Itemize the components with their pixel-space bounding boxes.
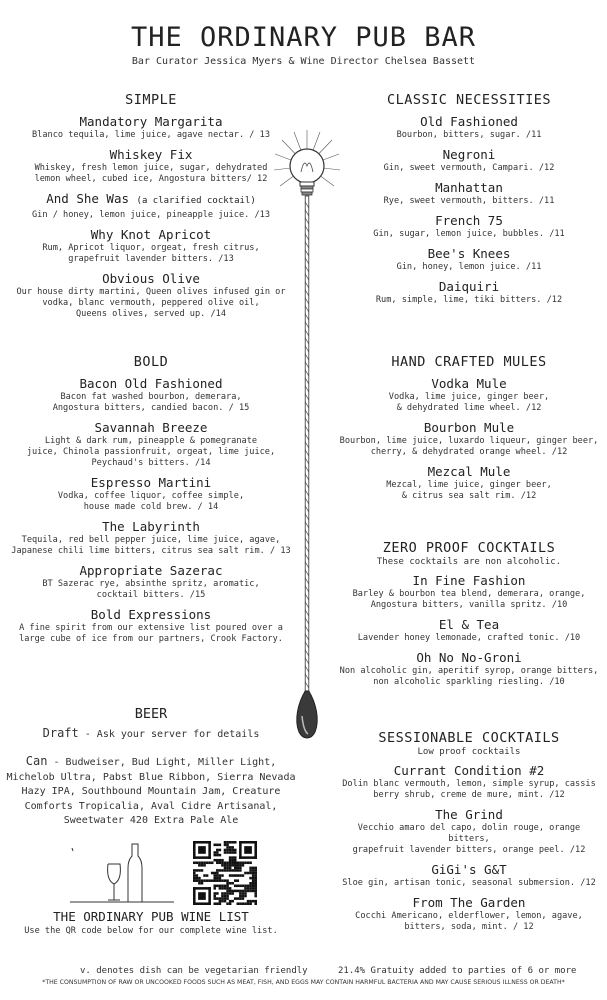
menu-item-description <box>338 666 600 688</box>
beer-can-line: Michelob Ultra, Pabst Blue Ribbon, Sierra Nevada <box>6 771 296 783</box>
vegetarian-note: v. denotes dish can be vegetarian friendly <box>80 966 308 976</box>
menu-item-name <box>6 420 296 435</box>
menu-item-title: Whiskey Fix <box>109 147 193 162</box>
menu-item-title: Old Fashioned <box>420 114 518 129</box>
menu-item-title: Bold Expressions <box>90 607 212 622</box>
menu-item-name <box>338 376 600 391</box>
menu-item-title: Oh No No-Groni <box>416 650 522 665</box>
menu-item-title: French 75 <box>435 213 503 228</box>
menu-item-name <box>6 227 296 242</box>
menu-item-name <box>338 650 600 665</box>
menu-item-description <box>6 243 296 265</box>
menu-item-description-line: & dehydrated lime wheel. /12 <box>396 403 542 413</box>
menu-item-description <box>338 130 600 141</box>
menu-section-hand-crafted-mules <box>338 354 600 502</box>
menu-item-name <box>338 617 600 632</box>
menu-item-description-line: cherry, & dehydrated orange wheel. /12 <box>370 447 568 457</box>
menu-item-description <box>338 779 600 801</box>
section-items <box>338 573 600 688</box>
menu-item-description-line: BT Sazerac rye, absinthe spritz, aromatic, <box>42 579 260 589</box>
menu-item-name <box>338 420 600 435</box>
menu-item <box>6 191 296 221</box>
menu-item-note: (a clarified cocktail) <box>136 196 256 206</box>
menu-item-description-line: vodka, blanc vermouth, peppered olive oil, <box>42 298 260 308</box>
section-items <box>6 376 296 645</box>
consumption-warning: *THE CONSUMPTION OF RAW OR UNCOOKED FOODS SUCH AS MEAT, FISH, AND EGGS MAY CONTAIN HARMFUL BACTERIA AND MAY CAUSE SERIOUS ILLNESS OR DEATH* <box>42 979 565 986</box>
beer-can-line: - Budweiser, Bud Light, Miller Light, <box>47 757 277 768</box>
menu-item-name <box>338 279 600 294</box>
menu-item-name <box>6 376 296 391</box>
menu-item-description-line: juice, Chinola passionfruit, orgeat, lime juice, <box>26 447 276 457</box>
menu-item-title: The Labyrinth <box>102 519 200 534</box>
menu-item-name <box>6 147 296 162</box>
menu-item-description <box>6 210 296 221</box>
menu-item-description-line: Mezcal, lime juice, ginger beer, <box>386 480 552 490</box>
menu-item-description-line: Bourbon, lime juice, luxardo liqueur, ginger beer, <box>339 436 599 446</box>
menu-item <box>6 475 296 513</box>
menu-item-name <box>338 180 600 195</box>
beer-draft <box>6 726 296 740</box>
menu-section-classic-necessities <box>338 92 600 306</box>
section-items <box>338 376 600 502</box>
menu-item <box>338 246 600 273</box>
menu-item-description <box>338 878 600 889</box>
menu-item-description <box>338 911 600 933</box>
menu-item-description-line: large cube of ice from our partners, Crook Factory. <box>19 634 283 644</box>
menu-item-description-line: Gin, sweet vermouth, Campari. /12 <box>383 163 555 173</box>
menu-item-description-line: Light & dark rum, pineapple & pomegranate <box>44 436 258 446</box>
menu-item-description-line: bitters, soda, mint. / 12 <box>404 922 534 932</box>
section-heading: HAND CRAFTED MULES <box>391 354 547 370</box>
beer-can-list <box>6 754 296 829</box>
menu-item-description-line: Bourbon, bitters, sugar. /11 <box>396 130 542 140</box>
menu-item-description-line: Barley & bourbon tea blend, demerara, orange, <box>352 589 586 599</box>
menu-item-name <box>338 895 600 910</box>
menu-item-title: Daiquiri <box>438 279 500 294</box>
menu-item-description <box>6 535 296 557</box>
menu-item <box>338 376 600 414</box>
bulb-spoon-illustration <box>272 128 342 748</box>
section-items <box>338 114 600 306</box>
menu-item-description-line: Tequila, red bell pepper juice, lime juice, agave, <box>21 535 281 545</box>
menu-item-description-line: Gin / honey, lemon juice, pineapple juice. /13 <box>32 210 270 220</box>
section-note: Low proof cocktails <box>417 747 521 757</box>
menu-item-description-line: Rum, Apricot liquor, orgeat, fresh citrus, <box>42 243 260 253</box>
beer-can-line: Sweetwater 420 Extra Pale Ale <box>63 815 239 826</box>
menu-item-name <box>338 464 600 479</box>
section-heading: CLASSIC NECESSITIES <box>387 92 551 108</box>
wine-list-qr-code[interactable] <box>193 841 257 905</box>
menu-item-description-line: Angostura bitters, vanilla spritz. /10 <box>370 600 568 610</box>
menu-item-description-line: A fine spirit from our extensive list poured over a <box>19 623 283 633</box>
page-subtitle: Bar Curator Jessica Myers & Wine Director Chelsea Bassett <box>131 56 476 67</box>
menu-item-description <box>338 589 600 611</box>
menu-item-description-line: Vodka, coffee liquor, coffee simple, <box>57 491 245 501</box>
menu-item-description-line: cocktail bitters. /15 <box>96 590 206 600</box>
menu-item-description-line: grapefruit lavender bitters, orange peel. /12 <box>352 845 586 855</box>
menu-item-name <box>338 213 600 228</box>
menu-item-title: The Grind <box>435 807 503 822</box>
menu-item-description-line: non alcoholic sparkling riesling. /10 <box>373 677 565 687</box>
menu-item-title: From The Garden <box>412 895 526 910</box>
menu-item-description-line: Lavender honey lemonade, crafted tonic. /10 <box>357 633 581 643</box>
beer-draft-text: - Ask your server for details <box>78 729 260 740</box>
light-bulb-icon <box>290 149 324 195</box>
menu-item-description <box>338 196 600 207</box>
menu-item-description-line: Blanco tequila, lime juice, agave nectar. / 13 <box>32 130 270 140</box>
menu-item-name <box>6 563 296 578</box>
menu-item-name <box>6 271 296 286</box>
menu-item-description-line: berry shrub, creme de mure, mint. /12 <box>373 790 565 800</box>
menu-item-name <box>6 607 296 622</box>
menu-item-title: Bourbon Mule <box>423 420 515 435</box>
menu-item <box>6 563 296 601</box>
menu-item-description-line: lemon wheel, cubed ice, Angostura bitters/ 12 <box>34 174 268 184</box>
menu-item-title: Mezcal Mule <box>427 464 511 479</box>
menu-item-name <box>338 862 600 877</box>
menu-item <box>6 519 296 557</box>
menu-item-title: Negroni <box>442 147 496 162</box>
menu-item-name <box>338 114 600 129</box>
beer-can-label: Can <box>25 754 48 768</box>
menu-item-description <box>338 229 600 240</box>
beer-can-line: Hazy IPA, Southbound Mountain Jam, Creature <box>21 786 281 797</box>
page-title: THE ORDINARY PUB BAR <box>130 22 477 53</box>
menu-item <box>338 650 600 688</box>
menu-item-description-line: Bacon fat washed bourbon, demerara, <box>60 392 242 402</box>
menu-item <box>6 147 296 185</box>
menu-item-description <box>338 480 600 502</box>
menu-item <box>338 464 600 502</box>
menu-item <box>6 376 296 414</box>
menu-item-title: El & Tea <box>438 617 500 632</box>
menu-item <box>6 227 296 265</box>
menu-item-description-line: Japanese chili lime bitters, citrus sea salt rim. / 13 <box>11 546 291 556</box>
menu-item-description <box>6 579 296 601</box>
menu-item-title: Espresso Martini <box>90 475 212 490</box>
menu-section-zero-proof <box>338 540 600 688</box>
menu-item-description-line: Sloe gin, artisan tonic, seasonal submersion. /12 <box>342 878 596 888</box>
menu-item-description <box>338 823 600 856</box>
menu-item-description-line: Our house dirty martini, Queen olives infused gin or <box>16 287 286 297</box>
menu-item-description <box>6 130 296 141</box>
menu-item-title: GiGi's G&T <box>431 862 507 877</box>
menu-item-description-line: Queens olives, served up. /14 <box>75 309 227 319</box>
menu-item-title: Manhattan <box>435 180 503 195</box>
menu-item-description <box>338 633 600 644</box>
menu-section-bold <box>6 354 296 645</box>
menu-item-description-line: Cocchi Americano, elderflower, lemon, agave, <box>355 911 583 921</box>
menu-item-title: Vodka Mule <box>431 376 507 391</box>
menu-item-description-line: house made cold brew. / 14 <box>83 502 219 512</box>
menu-item-description <box>6 491 296 513</box>
menu-item-title: Obvious Olive <box>102 271 200 286</box>
menu-item-description-line: Whiskey, fresh lemon juice, sugar, dehydrated <box>34 163 268 173</box>
menu-item-name <box>338 763 600 778</box>
menu-item-description <box>6 287 296 320</box>
beer-draft-label: Draft <box>42 726 79 740</box>
menu-item-name <box>338 573 600 588</box>
menu-item <box>338 895 600 933</box>
menu-item-name <box>338 246 600 261</box>
menu-item-name <box>6 191 296 209</box>
menu-item-title: Appropriate Sazerac <box>79 563 223 578</box>
menu-item-description-line: Gin, sugar, lemon juice, bubbles. /11 <box>373 229 565 239</box>
menu-item <box>338 420 600 458</box>
menu-item-name <box>6 475 296 490</box>
menu-item-title: Bacon Old Fashioned <box>79 376 223 391</box>
qr-modules <box>193 841 257 905</box>
menu-item <box>338 114 600 141</box>
menu-item-description-line: Angostura bitters, candied bacon. / 15 <box>52 403 250 413</box>
wine-list-note: Use the QR code below for our complete wine list. <box>24 926 278 936</box>
menu-item-description-line: Rum, simple, lime, tiki bitters. /12 <box>375 295 563 305</box>
menu-item <box>6 607 296 645</box>
menu-item <box>6 420 296 469</box>
menu-item-title: Currant Condition #2 <box>393 763 545 778</box>
section-note: These cocktails are non alcoholic. <box>376 557 562 567</box>
menu-item-name <box>338 807 600 822</box>
wine-bottle-glass-icon <box>68 842 176 906</box>
bar-spoon-icon <box>297 196 317 738</box>
menu-item <box>338 617 600 644</box>
menu-item-description <box>6 392 296 414</box>
menu-item <box>338 862 600 889</box>
section-heading: ZERO PROOF COCKTAILS <box>382 540 556 556</box>
menu-item-name <box>6 519 296 534</box>
section-heading: SIMPLE <box>125 92 177 108</box>
section-heading: SESSIONABLE COCKTAILS <box>378 730 560 746</box>
menu-section-sessionable <box>338 730 600 933</box>
menu-item <box>338 573 600 611</box>
menu-item-title: Savannah Breeze <box>94 420 208 435</box>
menu-item <box>338 807 600 856</box>
menu-item <box>338 147 600 174</box>
menu-section-simple <box>6 92 296 320</box>
menu-item-description <box>6 623 296 645</box>
menu-item-description-line: Non alcoholic gin, aperitif syrop, orange bitters, <box>339 666 599 676</box>
menu-item <box>338 279 600 306</box>
menu-item-description <box>6 436 296 469</box>
menu-item-description <box>338 163 600 174</box>
menu-item-title: Bee's Knees <box>427 246 511 261</box>
menu-item-name <box>338 147 600 162</box>
menu-item-name <box>6 114 296 129</box>
menu-item <box>6 114 296 141</box>
gratuity-note: 21.4% Gratuity added to parties of 6 or more <box>338 966 577 976</box>
menu-item <box>338 763 600 801</box>
menu-item-description-line: Peychaud's bitters. /14 <box>91 458 211 468</box>
wine-list-heading: THE ORDINARY PUB WINE LIST <box>53 909 249 924</box>
menu-item-description-line: Dolin blanc vermouth, lemon, simple syrup, cassis <box>342 779 596 789</box>
menu-item <box>338 180 600 207</box>
menu-item-description-line: Vecchio amaro del capo, dolin rouge, orange bitters, <box>357 823 581 844</box>
beer-heading: BEER <box>134 706 168 722</box>
menu-item-description-line: Rye, sweet vermouth, bitters. /11 <box>383 196 555 206</box>
beer-can-line: Comforts Tropicalia, Aval Cidre Artisanal, <box>24 800 278 812</box>
menu-item-title: Why Knot Apricot <box>90 227 212 242</box>
menu-item-description <box>6 163 296 185</box>
beer-section <box>6 706 296 829</box>
menu-item-description <box>338 392 600 414</box>
menu-item <box>6 271 296 320</box>
section-items <box>338 763 600 933</box>
menu-item-description-line: grapefruit lavender bitters. /13 <box>68 254 234 264</box>
menu-item-description-line: & citrus sea salt rim. /12 <box>401 491 537 501</box>
menu-item-title: Mandatory Margarita <box>79 114 223 129</box>
menu-item-description <box>338 436 600 458</box>
section-items <box>6 114 296 320</box>
section-heading: BOLD <box>133 354 169 370</box>
menu-item-title: In Fine Fashion <box>412 573 526 588</box>
menu-item-title: And She Was <box>46 191 130 206</box>
menu-item-description <box>338 295 600 306</box>
menu-item <box>338 213 600 240</box>
menu-item-description-line: Vodka, lime juice, ginger beer, <box>388 392 550 402</box>
menu-item-description-line: Gin, honey, lemon juice. /11 <box>396 262 542 272</box>
menu-item-description <box>338 262 600 273</box>
